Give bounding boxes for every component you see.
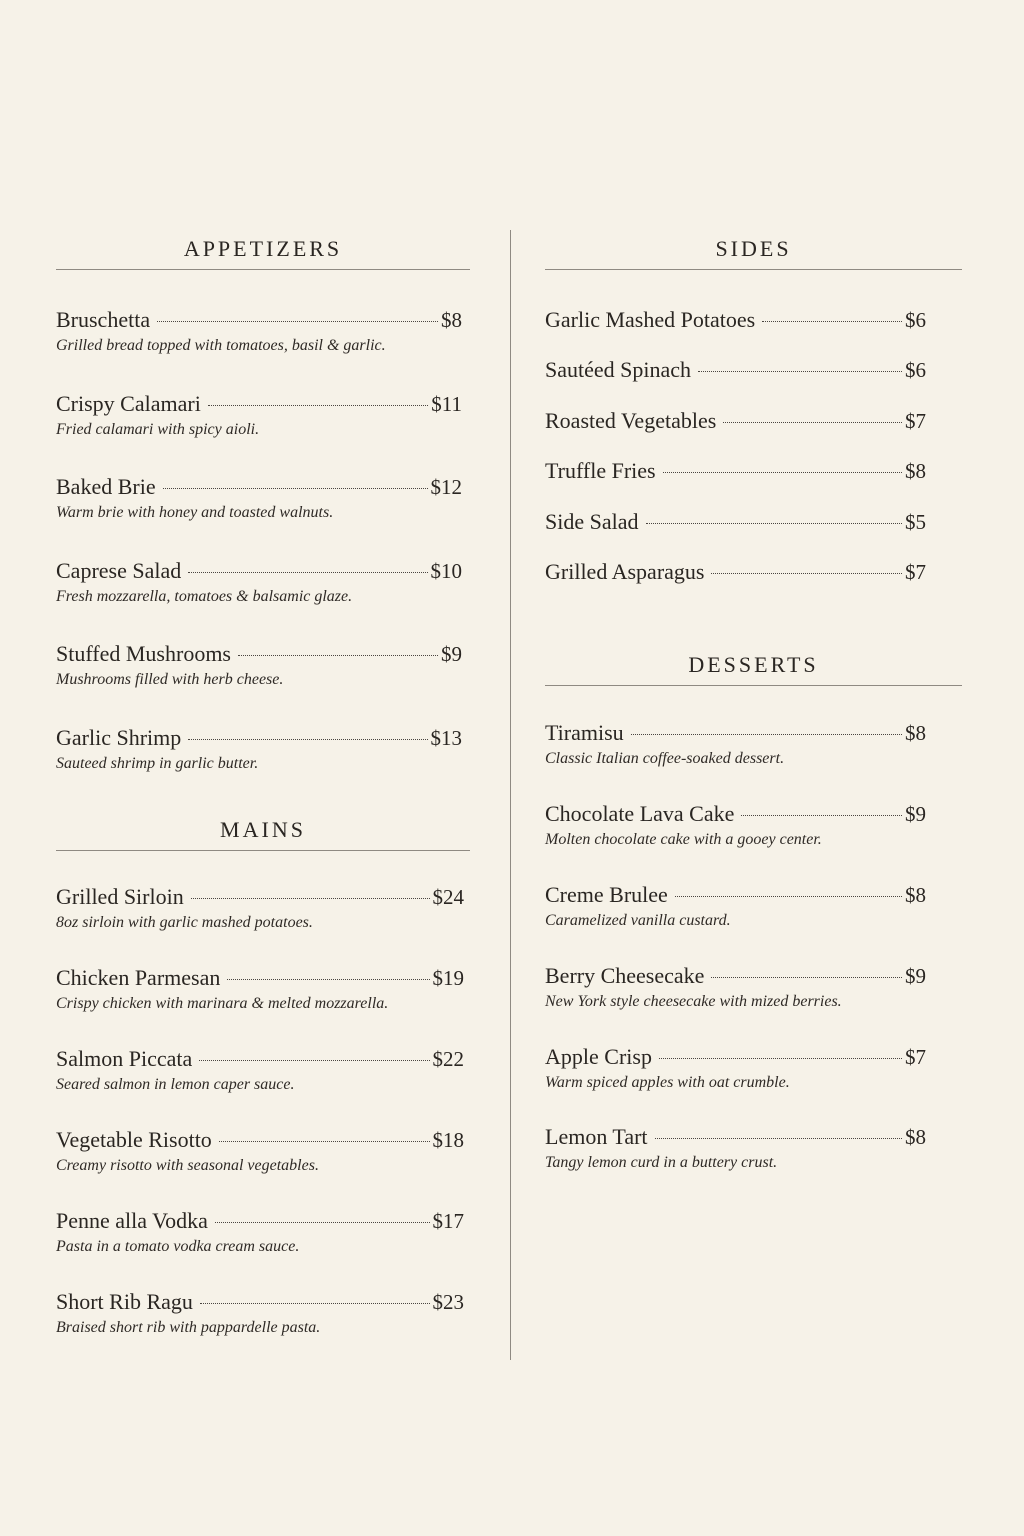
appetizers-title: APPETIZERS	[183, 236, 343, 261]
item-description: Crispy chicken with marinara & melted mozzarella.	[56, 995, 389, 1012]
menu-item	[56, 1207, 464, 1288]
item-name: Stuffed Mushrooms	[56, 641, 231, 666]
dot-leader	[631, 734, 902, 735]
item-price: $7	[905, 1044, 926, 1069]
dot-leader	[711, 573, 902, 574]
item-description: Fresh mozzarella, tomatoes & balsamic glaze.	[56, 587, 353, 605]
menu-item	[56, 1045, 464, 1126]
menu-item	[56, 640, 462, 724]
item-description: New York style cheesecake with mized berries.	[545, 992, 842, 1010]
menu-item	[56, 473, 462, 557]
dot-leader	[723, 422, 902, 423]
menu-item	[545, 800, 926, 881]
item-name: Garlic Shrimp	[56, 724, 182, 750]
item-description: Braised short rib with pappardelle pasta.	[56, 1319, 321, 1336]
item-name: Creme Brulee	[545, 881, 668, 907]
item-name: Truffle Fries	[545, 458, 656, 484]
item-description: Tangy lemon curd in a buttery crust.	[545, 1154, 778, 1172]
item-price: $8	[905, 459, 926, 484]
desserts-title: DESSERTS	[688, 652, 819, 678]
dot-leader	[191, 898, 430, 899]
dot-leader	[227, 979, 429, 980]
item-price: $6	[905, 308, 926, 332]
item-name: Bruschetta	[56, 307, 151, 332]
item-name: Penne alla Vodka	[56, 1208, 208, 1233]
item-name: Apple Crisp	[545, 1043, 652, 1069]
item-name: Side Salad	[545, 508, 639, 534]
menu-item	[545, 719, 926, 800]
menu-item	[545, 508, 926, 558]
item-description: Sauteed shrimp in garlic butter.	[56, 754, 259, 772]
appetizers-header	[56, 232, 470, 270]
menu-item	[56, 1288, 464, 1369]
item-description: Warm spiced apples with oat crumble.	[545, 1073, 790, 1091]
item-description: Pasta in a tomato vodka cream sauce.	[56, 1238, 300, 1255]
item-description: Seared salmon in lemon caper sauce.	[56, 1076, 295, 1093]
dot-leader	[663, 472, 902, 473]
menu-item	[56, 724, 462, 808]
dot-leader	[659, 1058, 902, 1059]
item-price: $10	[430, 558, 462, 583]
item-price: $6	[905, 358, 926, 383]
dot-leader	[163, 488, 428, 489]
item-description: Warm brie with honey and toasted walnuts.	[56, 504, 334, 521]
item-name: Garlic Mashed Potatoes	[545, 307, 756, 332]
menu-item	[56, 883, 464, 964]
item-description: Creamy risotto with seasonal vegetables.	[56, 1157, 319, 1174]
menu-item	[56, 390, 462, 474]
item-description: Fried calamari with spicy aioli.	[56, 420, 260, 438]
item-price: $24	[432, 885, 464, 909]
item-name: Salmon Piccata	[56, 1046, 193, 1071]
dot-leader	[188, 572, 427, 573]
item-price: $13	[430, 725, 462, 750]
menu-item	[545, 558, 926, 608]
item-name: Chocolate Lava Cake	[545, 801, 735, 827]
dot-leader	[741, 815, 902, 816]
dot-leader	[157, 321, 438, 322]
menu-item	[545, 1043, 926, 1124]
sides-header	[545, 232, 962, 270]
sides-list	[545, 306, 962, 608]
item-name: Lemon Tart	[545, 1124, 648, 1150]
dot-leader	[215, 1222, 430, 1223]
dot-leader	[655, 1138, 902, 1139]
item-name: Chicken Parmesan	[56, 965, 221, 990]
item-name: Roasted Vegetables	[545, 407, 717, 433]
item-price: $7	[905, 408, 926, 433]
menu-item	[545, 457, 926, 507]
menu-item	[545, 407, 926, 457]
item-price: $9	[905, 963, 926, 988]
item-price: $8	[905, 721, 926, 746]
dot-leader	[762, 321, 902, 322]
item-price: $8	[441, 308, 462, 332]
item-name: Caprese Salad	[56, 557, 182, 583]
menu-item	[56, 306, 462, 390]
item-price: $8	[905, 882, 926, 907]
item-name: Sautéed Spinach	[545, 357, 692, 383]
appetizers-list	[56, 306, 470, 807]
item-price: $22	[432, 1047, 464, 1071]
item-name: Tiramisu	[545, 720, 624, 746]
item-description: 8oz sirloin with garlic mashed potatoes.	[56, 914, 313, 931]
item-description: Grilled bread topped with tomatoes, basil & garlic.	[56, 337, 386, 354]
item-price: $12	[430, 475, 462, 499]
item-name: Grilled Asparagus	[545, 558, 705, 584]
menu-item	[545, 881, 926, 962]
item-price: $9	[905, 802, 926, 827]
item-price: $23	[432, 1290, 464, 1314]
item-description: Molten chocolate cake with a gooey center.	[545, 831, 822, 849]
item-name: Crispy Calamari	[56, 390, 201, 416]
item-price: $19	[432, 966, 464, 990]
mains-list	[56, 883, 470, 1369]
dot-leader	[675, 896, 902, 897]
item-description: Caramelized vanilla custard.	[545, 911, 731, 929]
item-description: Mushrooms filled with herb cheese.	[56, 671, 284, 688]
item-name: Short Rib Ragu	[56, 1289, 193, 1314]
menu-item	[545, 962, 926, 1043]
dot-leader	[188, 739, 427, 740]
item-name: Vegetable Risotto	[56, 1127, 212, 1152]
item-price: $8	[905, 1125, 926, 1150]
menu-item	[545, 306, 926, 356]
dot-leader	[219, 1141, 430, 1142]
item-price: $18	[432, 1128, 464, 1152]
desserts-list	[545, 719, 962, 1204]
dot-leader	[646, 523, 903, 524]
menu-item	[545, 356, 926, 406]
item-price: $9	[441, 642, 462, 666]
item-price: $7	[905, 559, 926, 584]
item-name: Baked Brie	[56, 474, 156, 499]
mains-header	[56, 813, 470, 851]
item-price: $17	[432, 1209, 464, 1233]
dot-leader	[208, 405, 428, 406]
dot-leader	[199, 1060, 429, 1061]
menu-item	[545, 1123, 926, 1204]
menu-item	[56, 557, 462, 641]
desserts-header	[545, 648, 962, 686]
item-price: $5	[905, 509, 926, 534]
column-divider	[510, 230, 511, 1360]
dot-leader	[200, 1303, 430, 1304]
right-column	[545, 232, 962, 1204]
item-price: $11	[431, 391, 462, 416]
dot-leader	[711, 977, 902, 978]
item-description: Classic Italian coffee-soaked dessert.	[545, 750, 785, 768]
dot-leader	[238, 655, 438, 656]
left-column	[56, 232, 470, 1369]
menu-item	[56, 1126, 464, 1207]
sides-title: SIDES	[715, 236, 792, 261]
item-name: Grilled Sirloin	[56, 884, 184, 909]
item-name: Berry Cheesecake	[545, 962, 705, 988]
dot-leader	[698, 371, 902, 372]
menu-item	[56, 964, 464, 1045]
mains-title: MAINS	[220, 817, 306, 842]
